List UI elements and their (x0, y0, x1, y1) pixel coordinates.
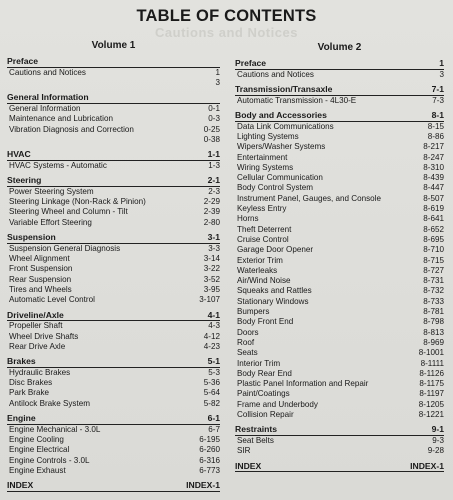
toc-section (235, 424, 444, 456)
entry-page-number: 3-22 (203, 264, 220, 274)
section-heading-label: INDEX (7, 480, 34, 491)
toc-entry (7, 332, 220, 342)
toc-entry (7, 114, 220, 124)
entry-label: Cellular Communication (237, 173, 323, 183)
entry-label: Collision Repair (237, 410, 294, 420)
section-heading (235, 58, 444, 70)
entry-label: Keyless Entry (237, 204, 287, 214)
section-heading (235, 424, 444, 436)
entry-label: Disc Brakes (9, 378, 53, 388)
entry-page-number: 6-195 (199, 435, 220, 445)
entry-page-number: 8-1221 (418, 410, 444, 420)
section-heading-label: Restraints (235, 424, 278, 435)
toc-entry (235, 70, 444, 80)
entry-label: Park Brake (9, 388, 50, 398)
entry-page-number: 8-1205 (418, 399, 444, 409)
entry-page-number: 7-3 (432, 95, 444, 105)
toc-entry (7, 321, 220, 331)
section-heading (7, 92, 220, 104)
entry-page-number: 3-14 (203, 254, 220, 264)
bleed-through-text: Cautions and Notices (155, 25, 298, 40)
section-heading-label: INDEX (235, 460, 262, 471)
section-heading-label: Suspension (7, 232, 56, 243)
entry-page-number: 3 (439, 69, 444, 79)
toc-entry (7, 125, 220, 135)
entry-page-number: 8-652 (423, 224, 444, 234)
entry-page-number: 8-641 (423, 214, 444, 224)
entry-label: Garage Door Opener (237, 245, 314, 255)
section-page-number: 1 (439, 58, 444, 68)
entry-page-number: 6-773 (199, 465, 220, 475)
toc-entry (235, 132, 444, 142)
entry-page-number: 5-36 (203, 378, 220, 388)
toc-entry (235, 328, 444, 338)
toc-entry (235, 307, 444, 317)
section-heading-label: Preface (235, 58, 267, 68)
toc-entry (235, 359, 444, 369)
entry-page-number: 8-86 (427, 132, 444, 141)
entry-page-number: 8-619 (423, 204, 444, 214)
entry-label: Cautions and Notices (237, 69, 314, 79)
toc-entry (235, 400, 444, 410)
entry-page-number: 8-310 (423, 162, 444, 172)
toc-entry (235, 348, 444, 358)
section-heading-label: Body and Accessories (235, 110, 327, 120)
section-heading-label: Preface (7, 56, 39, 66)
toc-entry (7, 275, 220, 285)
volume-2-column (235, 40, 444, 472)
toc-section (7, 356, 220, 409)
entry-label: Automatic Level Control (9, 295, 95, 305)
entry-page-number: 3-52 (203, 274, 220, 284)
entry-label: Power Steering System (9, 186, 94, 196)
entry-label: HVAC Systems - Automatic (9, 160, 107, 170)
entry-label: Tires and Wheels (9, 284, 72, 294)
entry-label: Roof (237, 337, 255, 347)
entry-page-number: 8-732 (423, 286, 444, 296)
entry-label: Instrument Panel, Gauges, and Console (237, 193, 381, 203)
toc-entry (7, 104, 220, 114)
toc-section (235, 110, 444, 420)
entry-label: Bumpers (237, 307, 270, 317)
toc-entry (7, 264, 220, 274)
entry-label: Air/Wind Noise (237, 276, 291, 286)
entry-page-number: 5-82 (203, 398, 220, 408)
section-page-number: 9-1 (431, 424, 444, 435)
toc-entry (235, 436, 444, 446)
entry-label: Lighting Systems (237, 132, 299, 141)
section-page-number: 1-1 (207, 149, 220, 160)
entry-label: Steering Linkage (Non-Rack & Pinion) (9, 197, 146, 207)
section-page-number: 5-1 (207, 356, 220, 367)
entry-label: Wheel Alignment (9, 254, 70, 264)
volume-title: Volume 2 (317, 42, 362, 53)
toc-entry (7, 285, 220, 295)
section-heading-label: General Information (7, 92, 89, 103)
section-heading-label: Driveline/Axle (7, 309, 64, 320)
section-page-number: 3-1 (207, 232, 220, 243)
section-heading (235, 461, 444, 473)
toc-entry (235, 122, 444, 132)
entry-label: Seat Belts (237, 436, 274, 446)
entry-label: Interior Trim (237, 358, 281, 368)
section-list (235, 58, 444, 472)
toc-entry (235, 194, 444, 204)
entry-page-number: 8-715 (423, 255, 444, 265)
entry-label: Maintenance and Lubrication (9, 114, 113, 124)
entry-label: Engine Cooling (9, 435, 64, 445)
toc-entry (235, 297, 444, 307)
entry-label: Hydraulic Brakes (9, 367, 71, 377)
entry-label: Wheel Drive Shafts (9, 331, 79, 341)
entry-page-number: 4-23 (203, 341, 220, 351)
toc-entry (235, 142, 444, 152)
section-page-number: 2-1 (207, 175, 220, 186)
toc-section (7, 413, 220, 476)
section-heading (7, 232, 220, 244)
toc-entry (7, 425, 220, 435)
entry-page-number: 3-107 (199, 295, 220, 305)
entry-label: Engine Exhaust (9, 465, 66, 475)
section-heading (7, 175, 220, 187)
toc-entry (235, 276, 444, 286)
toc-entry (7, 218, 220, 228)
entry-page-number: 8-733 (423, 296, 444, 306)
entry-label: Propeller Shaft (9, 321, 63, 331)
toc-entry (7, 78, 220, 88)
entry-label: Body Control System (237, 183, 314, 193)
toc-entry (235, 204, 444, 214)
section-heading-label: Steering (7, 175, 42, 186)
entry-label: Exterior Trim (237, 255, 283, 265)
entry-label: Horns (237, 214, 259, 224)
entry-page-number: 8-217 (423, 142, 444, 152)
entry-page-number: 5-64 (203, 388, 220, 398)
section-heading (7, 480, 220, 492)
entry-label: Wipers/Washer Systems (237, 142, 326, 152)
section-page-number: 8-1 (431, 110, 444, 120)
section-heading (7, 413, 220, 425)
entry-page-number: 8-798 (423, 317, 444, 327)
entry-label: Theft Deterrent (237, 224, 292, 234)
entry-label: Seats (237, 348, 258, 358)
entry-label: Stationary Windows (237, 296, 309, 306)
toc-entry (235, 96, 444, 106)
section-heading (235, 110, 444, 122)
entry-page-number: 1 (215, 67, 220, 77)
entry-page-number: 8-731 (423, 276, 444, 286)
entry-label: Steering Wheel and Column - Tilt (9, 207, 128, 217)
entry-label: Paint/Coatings (237, 389, 290, 399)
section-heading-label: Engine (7, 413, 36, 424)
section-page-number: 7-1 (431, 84, 444, 94)
entry-page-number: 4-3 (208, 321, 220, 331)
entry-page-number: 9-28 (427, 446, 444, 456)
entry-page-number: 8-15 (427, 121, 444, 131)
toc-entry (235, 317, 444, 327)
toc-section (7, 56, 220, 88)
entry-page-number: 3 (215, 78, 220, 87)
entry-label: Wiring Systems (237, 162, 294, 172)
entry-page-number: 8-1197 (419, 389, 444, 399)
entry-page-number: 8-781 (423, 307, 444, 317)
section-heading (7, 310, 220, 322)
entry-page-number: 8-1175 (419, 379, 444, 389)
toc-entry (235, 235, 444, 245)
section-page-number: INDEX-1 (410, 460, 444, 471)
toc-entry (7, 295, 220, 305)
entry-page-number: 6-260 (199, 445, 220, 455)
toc-entry (7, 197, 220, 207)
entry-label: Squeaks and Rattles (237, 286, 312, 296)
entry-page-number: 8-1111 (420, 358, 444, 368)
toc-entry (235, 389, 444, 399)
toc-section (235, 461, 444, 473)
entry-label: Vibration Diagnosis and Correction (9, 124, 134, 134)
section-heading (7, 356, 220, 368)
entry-label: Engine Mechanical - 3.0L (9, 424, 101, 434)
volume-title: Volume 1 (91, 40, 136, 51)
entry-page-number: 0-25 (203, 124, 220, 134)
section-heading (7, 56, 220, 68)
toc-entry (7, 445, 220, 455)
entry-page-number: 8-727 (423, 265, 444, 275)
entry-label: SIR (237, 446, 251, 456)
toc-entry (235, 369, 444, 379)
entry-page-number: 3-3 (208, 243, 220, 253)
toc-section (7, 175, 220, 228)
entry-page-number: 8-710 (423, 245, 444, 255)
entry-page-number: 4-12 (203, 331, 220, 341)
toc-section (7, 232, 220, 305)
entry-page-number: 8-1126 (419, 368, 444, 378)
entry-page-number: 6-7 (208, 424, 220, 434)
page-title: TABLE OF CONTENTS (136, 7, 317, 25)
entry-page-number: 2-80 (203, 217, 220, 227)
toc-entry (7, 135, 220, 145)
entry-page-number: 0-3 (208, 114, 220, 124)
entry-label: Cruise Control (237, 234, 289, 244)
entry-label: Variable Effort Steering (9, 217, 92, 227)
toc-entry (235, 225, 444, 235)
toc-entry (235, 410, 444, 420)
toc-entry (7, 187, 220, 197)
entry-page-number: 5-3 (208, 367, 220, 377)
toc-entry (235, 245, 444, 255)
entry-page-number: 0-1 (208, 104, 220, 113)
toc-entry (235, 183, 444, 193)
toc-entry (235, 256, 444, 266)
toc-entry (7, 466, 220, 476)
entry-label: Body Rear End (237, 368, 292, 378)
section-heading-label: Transmission/Transaxle (235, 84, 333, 94)
entry-page-number: 8-247 (423, 152, 444, 162)
toc-entry (7, 378, 220, 388)
toc-entry (7, 207, 220, 217)
toc-entry (235, 153, 444, 163)
section-page-number: 4-1 (207, 309, 220, 320)
entry-page-number: 2-29 (203, 197, 220, 207)
volume-1-column (7, 40, 220, 492)
toc-section (7, 92, 220, 145)
toc-entry (235, 214, 444, 224)
toc-entry (7, 388, 220, 398)
toc-entry (7, 244, 220, 254)
entry-label: Rear Suspension (9, 274, 72, 284)
entry-label: Engine Electrical (9, 445, 70, 455)
entry-page-number: 1-3 (208, 160, 220, 170)
entry-page-number: 6-316 (199, 455, 220, 465)
toc-entry (7, 68, 220, 78)
entry-label: Plastic Panel Information and Repair (237, 379, 369, 389)
entry-page-number: 2-39 (203, 207, 220, 217)
toc-entry (235, 379, 444, 389)
section-page-number: INDEX-1 (186, 480, 220, 491)
entry-label: Antilock Brake System (9, 398, 90, 408)
entry-label: Waterleaks (237, 265, 278, 275)
entry-page-number: 0-38 (203, 134, 220, 144)
toc-entry (7, 399, 220, 409)
entry-page-number: 8-507 (423, 193, 444, 203)
entry-label: Body Front End (237, 317, 294, 327)
entry-label: Engine Controls - 3.0L (9, 455, 90, 465)
entry-label: Data Link Communications (237, 121, 334, 131)
section-heading (235, 84, 444, 96)
entry-label: Rear Drive Axle (9, 341, 66, 351)
entry-page-number: 8-813 (423, 327, 444, 337)
toc-section (235, 58, 444, 80)
entry-label: Automatic Transmission - 4L30-E (237, 95, 357, 105)
entry-label: Entertainment (237, 152, 288, 162)
entry-page-number: 3-95 (203, 284, 220, 294)
entry-page-number: 8-695 (423, 234, 444, 244)
entry-page-number: 8-969 (423, 337, 444, 347)
section-heading-label: HVAC (7, 149, 31, 160)
section-heading (7, 149, 220, 161)
entry-label: Cautions and Notices (9, 67, 86, 77)
entry-page-number: 8-1001 (418, 348, 444, 358)
entry-label: Front Suspension (9, 264, 73, 274)
toc-entry (7, 342, 220, 352)
toc-entry (235, 286, 444, 296)
section-list (7, 56, 220, 492)
toc-section (235, 84, 444, 106)
section-page-number: 6-1 (207, 413, 220, 424)
toc-section (7, 480, 220, 492)
toc-entry (7, 368, 220, 378)
toc-entry (235, 446, 444, 456)
toc-entry (7, 254, 220, 264)
toc-entry (235, 266, 444, 276)
entry-label: General Information (9, 104, 81, 113)
entry-label: Doors (237, 327, 259, 337)
toc-section (7, 149, 220, 171)
section-heading-label: Brakes (7, 356, 36, 367)
entry-page-number: 9-3 (432, 436, 444, 446)
toc-entry (235, 338, 444, 348)
entry-page-number: 2-3 (208, 186, 220, 196)
entry-label: Frame and Underbody (237, 399, 318, 409)
toc-entry (7, 435, 220, 445)
toc-entry (235, 173, 444, 183)
toc-entry (7, 456, 220, 466)
entry-label: Suspension General Diagnosis (9, 243, 121, 253)
entry-page-number: 8-447 (423, 183, 444, 193)
toc-entry (235, 163, 444, 173)
entry-page-number: 8-439 (423, 173, 444, 183)
toc-section (7, 310, 220, 353)
toc-entry (7, 161, 220, 171)
